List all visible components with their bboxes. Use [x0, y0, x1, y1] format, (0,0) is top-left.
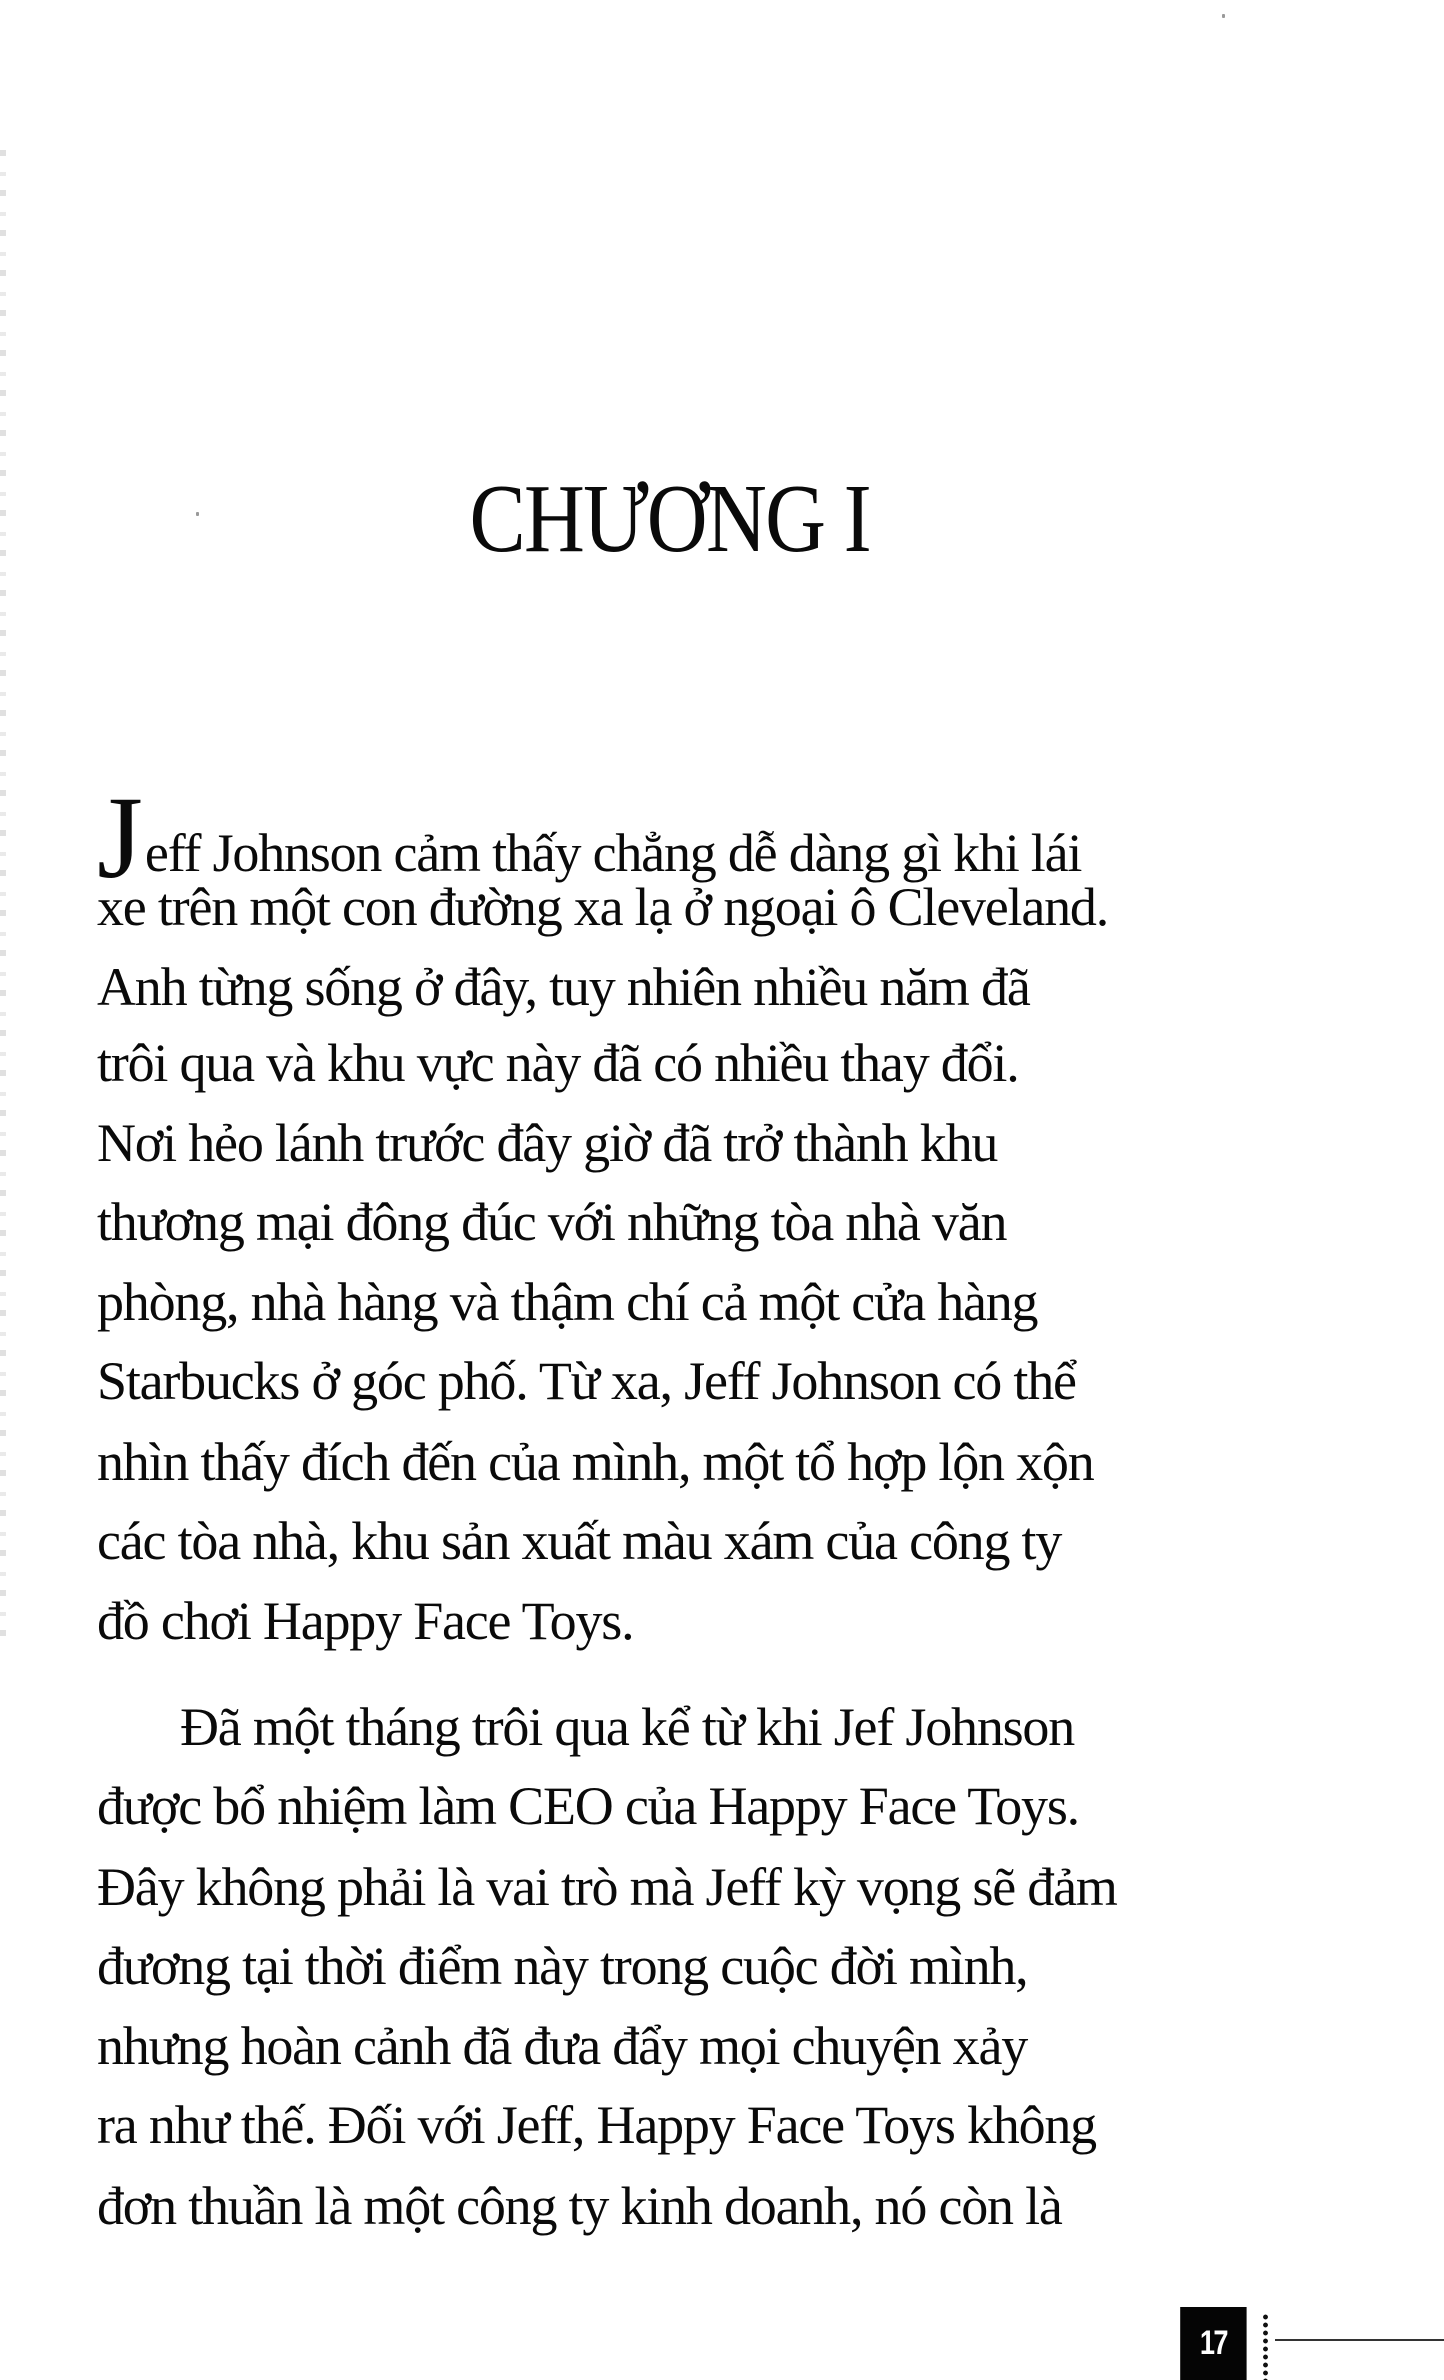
paragraph-1-line-5: Nơi hẻo lánh trước đây giờ đã trở thành khu [97, 1113, 998, 1173]
scan-edge-artifact [0, 150, 6, 1650]
paragraph-2-line-6: ra như thế. Đối với Jeff, Happy Face Toys không [97, 2095, 1096, 2155]
line-text: eff Johnson cảm thấy chẳng dễ dàng gì khi lái [144, 823, 1082, 883]
paragraph-1-line-3: Anh từng sống ở đây, tuy nhiên nhiều năm đã [97, 957, 1030, 1017]
paragraph-1-line-8: Starbucks ở góc phố. Từ xa, Jeff Johnson có thể [97, 1351, 1076, 1411]
paragraph-2-line-2: được bổ nhiệm làm CEO của Happy Face Toys. [97, 1776, 1079, 1836]
footer-rule [1275, 2339, 1444, 2341]
paragraph-2-line-4: đương tại thời điểm này trong cuộc đời mình, [97, 1936, 1028, 1996]
paragraph-1-line-6: thương mại đông đúc với những tòa nhà văn [97, 1192, 1007, 1252]
paragraph-1-line-10: các tòa nhà, khu sản xuất màu xám của công ty [97, 1511, 1062, 1571]
paragraph-2-line-5: nhưng hoàn cảnh đã đưa đẩy mọi chuyện xảy [97, 2016, 1028, 2076]
drop-initial: J [97, 772, 143, 903]
page-number: 17 [1180, 2307, 1246, 2380]
paragraph-1-line-11: đồ chơi Happy Face Toys. [97, 1591, 634, 1651]
paragraph-1-line-9: nhìn thấy đích đến của mình, một tổ hợp lộn xộn [97, 1432, 1094, 1492]
scan-speck [1222, 14, 1225, 18]
dotted-separator [1263, 2313, 1268, 2380]
paragraph-1-line-1 [97, 772, 1259, 903]
paragraph-2-line-7: đơn thuần là một công ty kinh doanh, nó còn là [97, 2176, 1062, 2236]
paragraph-2-line-3: Đây không phải là vai trò mà Jeff kỳ vọng sẽ đảm [97, 1857, 1117, 1917]
paragraph-1-line-4: trôi qua và khu vực này đã có nhiều thay đổi. [97, 1033, 1019, 1093]
paragraph-1-line-7: phòng, nhà hàng và thậm chí cả một cửa hàng [97, 1272, 1038, 1332]
paragraph-1-line-2: xe trên một con đường xa lạ ở ngoại ô Cleveland. [97, 877, 1109, 937]
paragraph-2-line-1: Đã một tháng trôi qua kể từ khi Jef Johnson [180, 1697, 1075, 1757]
chapter-title: CHƯƠNG I [469, 464, 870, 573]
